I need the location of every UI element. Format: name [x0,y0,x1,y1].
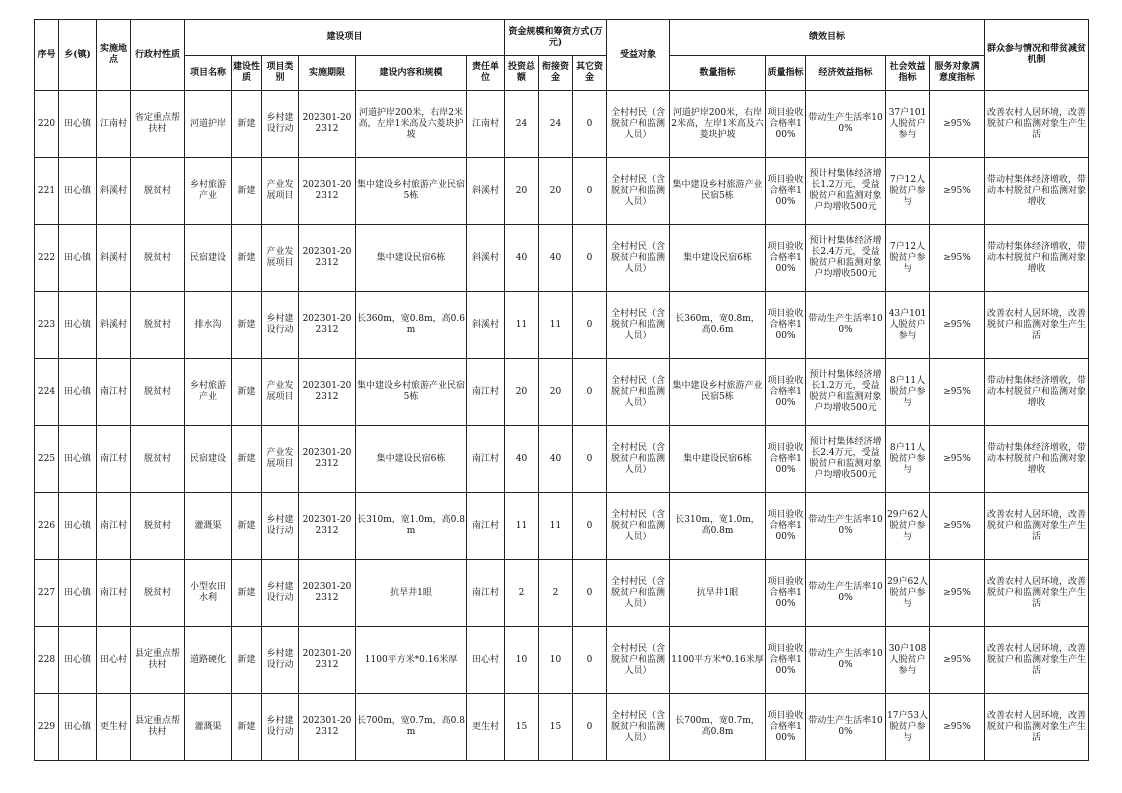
header-seq: 序号 [35,20,59,91]
cell-village-type: 脱贫村 [131,359,185,426]
cell-project-name: 乡村旅游产业 [185,359,232,426]
cell-economic: 带动生产生活率100% [806,627,886,694]
cell-period: 202301-202312 [299,158,356,225]
table-row [35,627,1089,694]
cell-period: 202301-202312 [299,225,356,292]
cell-seq: 220 [35,91,59,158]
cell-quantity: 抗旱井1眼 [670,560,766,627]
cell-village-type: 脱贫村 [131,158,185,225]
cell-township: 田心镇 [59,292,97,359]
header-row-top [35,20,1089,56]
cell-total-invest: 15 [505,694,539,761]
cell-seq: 226 [35,493,59,560]
cell-responsible: 斜溪村 [467,225,505,292]
cell-participation: 改善农村人居环境，改善脱贫户和监测对象生产生活 [985,493,1089,560]
cell-linked-funds: 11 [539,292,573,359]
cell-economic: 带动生产生活率100% [806,91,886,158]
cell-total-invest: 24 [505,91,539,158]
cell-quality: 项目验收合格率100% [766,158,806,225]
cell-participation: 带动村集体经济增收，带动本村脱贫户和监测对象增收 [985,359,1089,426]
cell-beneficiary: 全村村民（含脱贫户和监测人员） [607,292,670,359]
cell-location: 南江村 [97,560,131,627]
cell-seq: 223 [35,292,59,359]
cell-location: 南江村 [97,426,131,493]
table-row [35,426,1089,493]
cell-quality: 项目验收合格率100% [766,91,806,158]
cell-location: 南江村 [97,493,131,560]
cell-project-name: 小型农田水利 [185,560,232,627]
header-project-name: 项目名称 [185,56,232,91]
cell-quantity: 长700m，宽0.7m，高0.8m [670,694,766,761]
header-satisfaction: 服务对象满意度指标 [930,56,985,91]
cell-quality: 项目验收合格率100% [766,292,806,359]
cell-satisfaction: ≥95% [930,91,985,158]
cell-satisfaction: ≥95% [930,560,985,627]
cell-build-nature: 新建 [232,359,262,426]
cell-participation: 改善农村人居环境，改善脱贫户和监测对象生产生活 [985,560,1089,627]
cell-township: 田心镇 [59,359,97,426]
cell-project-name: 河道护岸 [185,91,232,158]
cell-total-invest: 40 [505,426,539,493]
cell-economic: 带动生产生活率100% [806,560,886,627]
cell-township: 田心镇 [59,426,97,493]
cell-project-name: 乡村旅游产业 [185,158,232,225]
header-township: 乡(镇) [59,20,97,91]
cell-project-category: 产业发展项目 [262,225,299,292]
cell-linked-funds: 20 [539,359,573,426]
table-row [35,225,1089,292]
cell-economic: 带动生产生活率100% [806,493,886,560]
table-row [35,91,1089,158]
cell-township: 田心镇 [59,493,97,560]
header-beneficiary: 受益对象 [607,20,670,91]
cell-other-funds: 0 [573,627,607,694]
header-social: 社会效益指标 [886,56,930,91]
table-row [35,694,1089,761]
cell-beneficiary: 全村村民（含脱贫户和监测人员） [607,359,670,426]
cell-satisfaction: ≥95% [930,292,985,359]
cell-economic: 预计村集体经济增长2.4万元，受益脱贫户和监测对象户均增收500元 [806,426,886,493]
cell-content-scale: 河道护岸200米，右岸2米高，左岸1米高及六菱块护坡 [356,91,467,158]
header-participation: 群众参与情况和带贫减贫机制 [985,20,1089,91]
cell-participation: 带动村集体经济增收，带动本村脱贫户和监测对象增收 [985,426,1089,493]
cell-project-category: 乡村建设行动 [262,694,299,761]
cell-responsible: 南江村 [467,493,505,560]
cell-quality: 项目验收合格率100% [766,426,806,493]
cell-project-category: 乡村建设行动 [262,493,299,560]
cell-participation: 改善农村人居环境，改善脱贫户和监测对象生产生活 [985,91,1089,158]
cell-period: 202301-202312 [299,426,356,493]
cell-project-category: 乡村建设行动 [262,292,299,359]
cell-social: 29户62人脱贫户参与 [886,560,930,627]
cell-content-scale: 集中建设民宿6栋 [356,225,467,292]
cell-period: 202301-202312 [299,560,356,627]
header-performance: 绩效目标 [670,20,985,56]
cell-satisfaction: ≥95% [930,426,985,493]
cell-location: 斜溪村 [97,292,131,359]
cell-satisfaction: ≥95% [930,694,985,761]
cell-total-invest: 2 [505,560,539,627]
table-body [35,91,1089,761]
cell-other-funds: 0 [573,292,607,359]
cell-seq: 225 [35,426,59,493]
cell-linked-funds: 24 [539,91,573,158]
table-row [35,359,1089,426]
cell-content-scale: 长360m，宽0.8m，高0.6m [356,292,467,359]
cell-period: 202301-202312 [299,91,356,158]
cell-economic: 带动生产生活率100% [806,694,886,761]
cell-total-invest: 20 [505,158,539,225]
cell-village-type: 脱贫村 [131,493,185,560]
cell-social: 8户11人脱贫户参与 [886,359,930,426]
cell-location: 南江村 [97,359,131,426]
cell-village-type: 省定重点帮扶村 [131,91,185,158]
header-location: 实施地点 [97,20,131,91]
cell-satisfaction: ≥95% [930,627,985,694]
cell-content-scale: 集中建设乡村旅游产业民宿5栋 [356,158,467,225]
table-row [35,158,1089,225]
cell-period: 202301-202312 [299,493,356,560]
cell-beneficiary: 全村村民（含脱贫户和监测人员） [607,493,670,560]
cell-satisfaction: ≥95% [930,493,985,560]
cell-economic: 预计村集体经济增长2.4万元，受益脱贫户和监测对象户均增收500元 [806,225,886,292]
header-project-category: 项目类别 [262,56,299,91]
cell-project-category: 产业发展项目 [262,158,299,225]
project-table [34,19,1089,761]
header-economic: 经济效益指标 [806,56,886,91]
cell-total-invest: 11 [505,493,539,560]
cell-seq: 221 [35,158,59,225]
cell-township: 田心镇 [59,91,97,158]
cell-build-nature: 新建 [232,292,262,359]
table-row [35,560,1089,627]
cell-quantity: 河道护岸200米，右岸2米高，左岸1米高及六菱块护坡 [670,91,766,158]
cell-project-name: 灌溉渠 [185,694,232,761]
cell-project-name: 排水沟 [185,292,232,359]
cell-economic: 预计村集体经济增长1.2万元，受益脱贫户和监测对象户均增收500元 [806,158,886,225]
cell-seq: 222 [35,225,59,292]
cell-township: 田心镇 [59,694,97,761]
cell-village-type: 脱贫村 [131,225,185,292]
cell-location: 更生村 [97,694,131,761]
cell-village-type: 脱贫村 [131,292,185,359]
cell-linked-funds: 40 [539,225,573,292]
cell-build-nature: 新建 [232,560,262,627]
cell-township: 田心镇 [59,560,97,627]
cell-beneficiary: 全村村民（含脱贫户和监测人员） [607,627,670,694]
cell-quantity: 长310m，宽1.0m，高0.8m [670,493,766,560]
header-build-nature: 建设性质 [232,56,262,91]
cell-responsible: 斜溪村 [467,292,505,359]
cell-quality: 项目验收合格率100% [766,225,806,292]
cell-economic: 带动生产生活率100% [806,292,886,359]
cell-seq: 224 [35,359,59,426]
cell-quality: 项目验收合格率100% [766,493,806,560]
cell-quantity: 集中建设乡村旅游产业民宿5栋 [670,158,766,225]
header-linked-funds: 衔接资金 [539,56,573,91]
header-funding: 资金规模和筹资方式(万元) [505,20,607,56]
cell-project-category: 乡村建设行动 [262,627,299,694]
cell-other-funds: 0 [573,225,607,292]
cell-village-type: 脱贫村 [131,426,185,493]
cell-responsible: 斜溪村 [467,158,505,225]
cell-seq: 228 [35,627,59,694]
header-total-invest: 投资总额 [505,56,539,91]
header-responsible: 责任单位 [467,56,505,91]
header-row-sub [35,56,1089,91]
cell-build-nature: 新建 [232,91,262,158]
cell-content-scale: 集中建设乡村旅游产业民宿5栋 [356,359,467,426]
cell-linked-funds: 20 [539,158,573,225]
cell-location: 江南村 [97,91,131,158]
cell-social: 43户101人脱贫户参与 [886,292,930,359]
cell-responsible: 更生村 [467,694,505,761]
cell-participation: 带动村集体经济增收，带动本村脱贫户和监测对象增收 [985,158,1089,225]
header-other-funds: 其它资金 [573,56,607,91]
cell-social: 8户11人脱贫户参与 [886,426,930,493]
header-construction: 建设项目 [185,20,505,56]
cell-build-nature: 新建 [232,225,262,292]
cell-other-funds: 0 [573,359,607,426]
cell-build-nature: 新建 [232,158,262,225]
cell-social: 17户53人脱贫户参与 [886,694,930,761]
cell-responsible: 南江村 [467,426,505,493]
cell-content-scale: 1100平方米*0.16米厚 [356,627,467,694]
cell-satisfaction: ≥95% [930,225,985,292]
cell-responsible: 江南村 [467,91,505,158]
cell-other-funds: 0 [573,91,607,158]
cell-project-name: 灌溉渠 [185,493,232,560]
cell-linked-funds: 40 [539,426,573,493]
cell-quantity: 长360m，宽0.8m，高0.6m [670,292,766,359]
cell-social: 7户12人脱贫户参与 [886,225,930,292]
cell-participation: 改善农村人居环境，改善脱贫户和监测对象生产生活 [985,627,1089,694]
cell-total-invest: 40 [505,225,539,292]
cell-social: 37户101人脱贫户参与 [886,91,930,158]
table-row [35,292,1089,359]
cell-location: 斜溪村 [97,158,131,225]
cell-village-type: 县定重点帮扶村 [131,627,185,694]
cell-period: 202301-202312 [299,694,356,761]
cell-township: 田心镇 [59,627,97,694]
cell-participation: 改善农村人居环境，改善脱贫户和监测对象生产生活 [985,292,1089,359]
header-period: 实施期限 [299,56,356,91]
cell-content-scale: 集中建设民宿6栋 [356,426,467,493]
cell-quantity: 集中建设民宿6栋 [670,426,766,493]
cell-quality: 项目验收合格率100% [766,560,806,627]
cell-content-scale: 长310m，宽1.0m，高0.8m [356,493,467,560]
cell-total-invest: 11 [505,292,539,359]
cell-satisfaction: ≥95% [930,359,985,426]
cell-responsible: 南江村 [467,359,505,426]
cell-period: 202301-202312 [299,359,356,426]
cell-beneficiary: 全村村民（含脱贫户和监测人员） [607,91,670,158]
cell-build-nature: 新建 [232,493,262,560]
cell-linked-funds: 10 [539,627,573,694]
cell-township: 田心镇 [59,225,97,292]
project-table-sheet [34,19,1088,761]
cell-other-funds: 0 [573,426,607,493]
cell-build-nature: 新建 [232,426,262,493]
cell-content-scale: 抗旱井1眼 [356,560,467,627]
cell-quality: 项目验收合格率100% [766,627,806,694]
cell-period: 202301-202312 [299,627,356,694]
header-quality: 质量指标 [766,56,806,91]
cell-beneficiary: 全村村民（含脱贫户和监测人员） [607,426,670,493]
cell-project-name: 民宿建设 [185,225,232,292]
cell-quantity: 1100平方米*0.16米厚 [670,627,766,694]
cell-other-funds: 0 [573,560,607,627]
cell-quality: 项目验收合格率100% [766,694,806,761]
cell-responsible: 南江村 [467,560,505,627]
cell-total-invest: 10 [505,627,539,694]
cell-location: 斜溪村 [97,225,131,292]
header-content-scale: 建设内容和规模 [356,56,467,91]
cell-village-type: 县定重点帮扶村 [131,694,185,761]
cell-linked-funds: 2 [539,560,573,627]
cell-seq: 229 [35,694,59,761]
cell-participation: 改善农村人居环境，改善脱贫户和监测对象生产生活 [985,694,1089,761]
cell-beneficiary: 全村村民（含脱贫户和监测人员） [607,225,670,292]
cell-other-funds: 0 [573,493,607,560]
cell-social: 7户12人脱贫户参与 [886,158,930,225]
table-row [35,493,1089,560]
cell-quantity: 集中建设乡村旅游产业民宿5栋 [670,359,766,426]
cell-project-name: 民宿建设 [185,426,232,493]
cell-project-category: 乡村建设行动 [262,560,299,627]
cell-build-nature: 新建 [232,627,262,694]
cell-other-funds: 0 [573,158,607,225]
cell-total-invest: 20 [505,359,539,426]
cell-location: 田心村 [97,627,131,694]
cell-township: 田心镇 [59,158,97,225]
cell-economic: 预计村集体经济增长1.2万元，受益脱贫户和监测对象户均增收500元 [806,359,886,426]
cell-satisfaction: ≥95% [930,158,985,225]
cell-quality: 项目验收合格率100% [766,359,806,426]
cell-project-category: 产业发展项目 [262,426,299,493]
cell-build-nature: 新建 [232,694,262,761]
cell-content-scale: 长700m，宽0.7m，高0.8m [356,694,467,761]
cell-responsible: 田心村 [467,627,505,694]
cell-linked-funds: 15 [539,694,573,761]
cell-beneficiary: 全村村民（含脱贫户和监测人员） [607,560,670,627]
cell-social: 29户62人脱贫户参与 [886,493,930,560]
header-village-type: 行政村性质 [131,20,185,91]
cell-social: 30户108人脱贫户参与 [886,627,930,694]
cell-project-name: 道路硬化 [185,627,232,694]
cell-linked-funds: 11 [539,493,573,560]
cell-seq: 227 [35,560,59,627]
cell-village-type: 脱贫村 [131,560,185,627]
cell-beneficiary: 全村村民（含脱贫户和监测人员） [607,694,670,761]
cell-project-category: 乡村建设行动 [262,91,299,158]
cell-project-category: 产业发展项目 [262,359,299,426]
cell-period: 202301-202312 [299,292,356,359]
cell-quantity: 集中建设民宿6栋 [670,225,766,292]
cell-other-funds: 0 [573,694,607,761]
cell-participation: 带动村集体经济增收，带动本村脱贫户和监测对象增收 [985,225,1089,292]
header-quantity: 数量指标 [670,56,766,91]
cell-beneficiary: 全村村民（含脱贫户和监测人员） [607,158,670,225]
